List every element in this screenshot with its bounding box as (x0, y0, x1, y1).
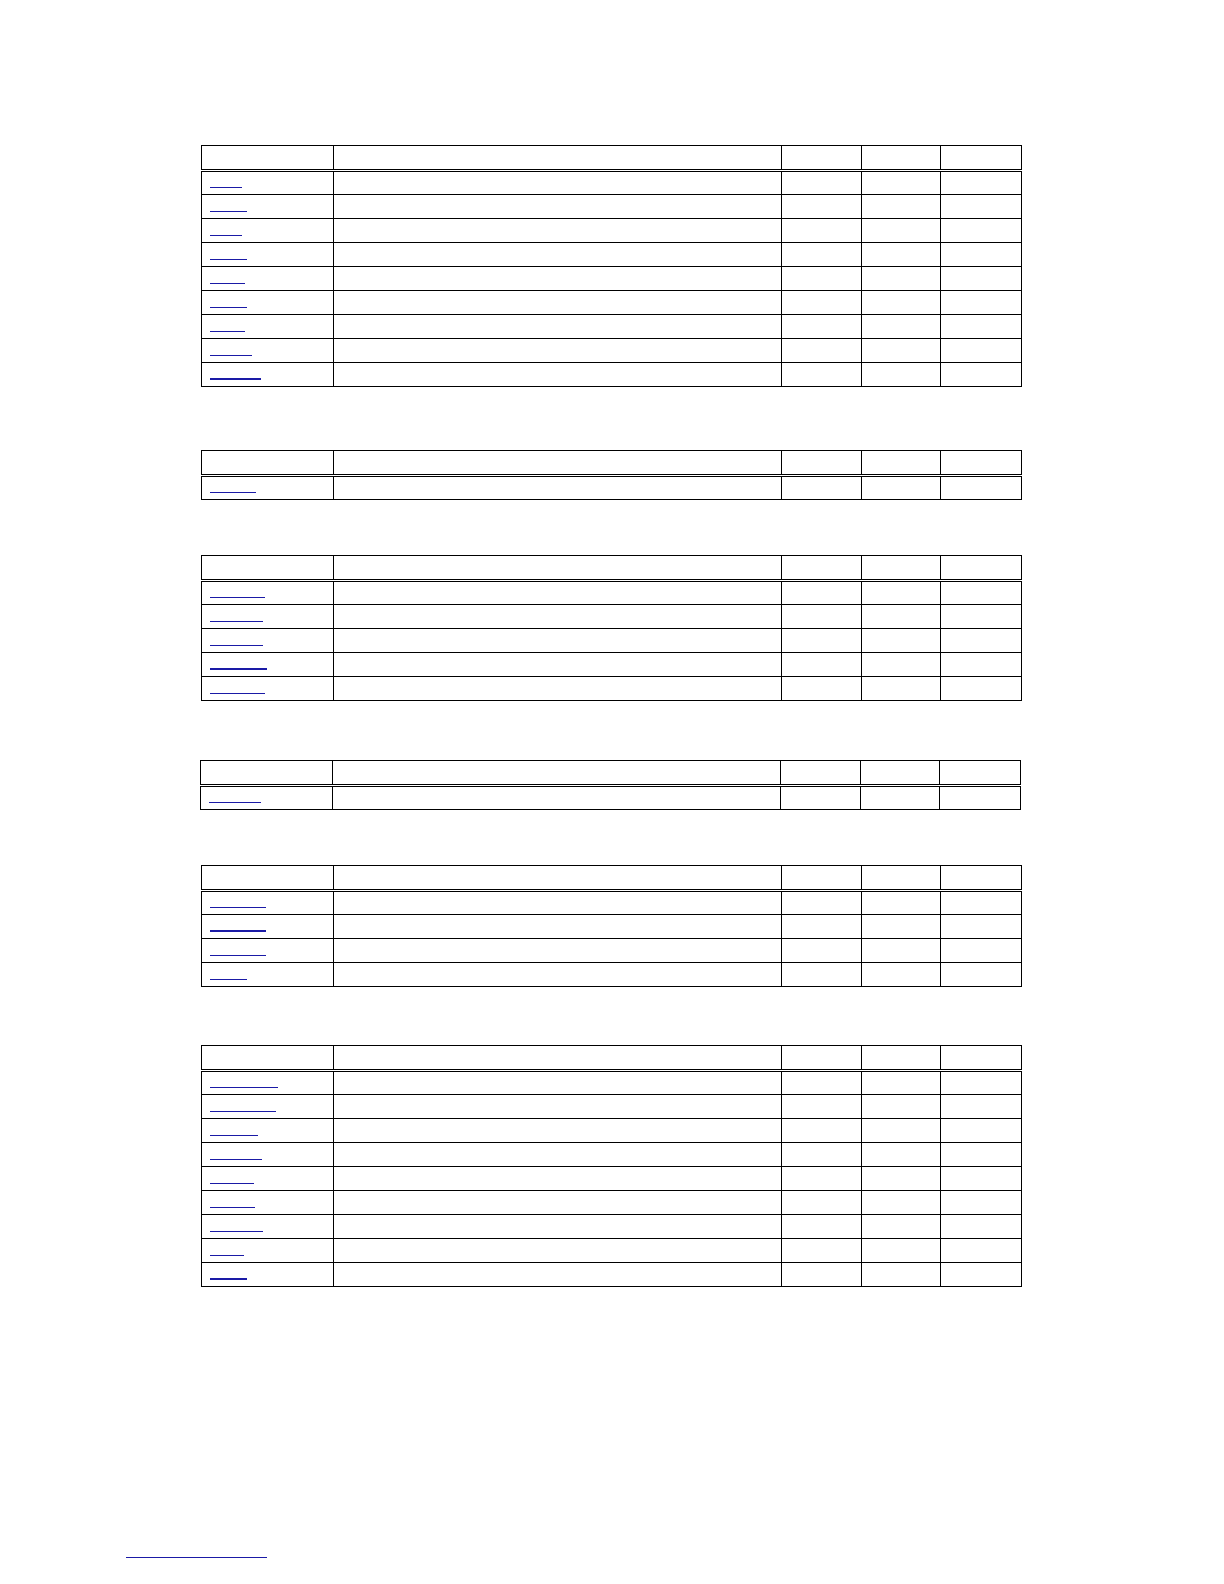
cell (941, 605, 1022, 629)
cell (334, 315, 782, 339)
code-cell (202, 1119, 334, 1143)
row-link[interactable] (210, 692, 265, 694)
cell (334, 339, 782, 363)
cell (862, 1167, 941, 1191)
cell (941, 915, 1022, 939)
code-cell (202, 1239, 334, 1263)
cell (782, 339, 862, 363)
cell (941, 1167, 1022, 1191)
table-row (202, 1191, 1022, 1215)
cell (334, 1143, 782, 1167)
cell (782, 267, 862, 291)
header-cell (862, 866, 941, 891)
table-row (202, 291, 1022, 315)
row-link[interactable] (210, 354, 252, 356)
row-link[interactable] (210, 978, 247, 980)
header-cell (941, 451, 1022, 476)
table-header-row (202, 451, 1022, 476)
code-cell (202, 291, 334, 315)
row-link[interactable] (210, 186, 242, 188)
header-cell (334, 1046, 782, 1071)
cell (862, 1119, 941, 1143)
cell (782, 219, 862, 243)
row-link[interactable] (210, 1086, 278, 1088)
header-cell (334, 556, 782, 581)
cell (782, 476, 862, 500)
cell (862, 267, 941, 291)
table-row (202, 363, 1022, 387)
row-link[interactable] (210, 1254, 244, 1256)
cell (334, 219, 782, 243)
cell (334, 891, 782, 915)
cell (334, 677, 782, 701)
cell (862, 963, 941, 987)
table-header-row (202, 1046, 1022, 1071)
cell (941, 171, 1022, 195)
cell (782, 1239, 862, 1263)
cell (862, 243, 941, 267)
header-cell (202, 556, 334, 581)
table-row (202, 1167, 1022, 1191)
code-cell (202, 195, 334, 219)
cell (334, 195, 782, 219)
row-link[interactable] (210, 377, 261, 380)
cell (782, 891, 862, 915)
cell (941, 1071, 1022, 1095)
header-cell (941, 1046, 1022, 1071)
cell (782, 291, 862, 315)
cell (334, 1215, 782, 1239)
cell (862, 339, 941, 363)
cell (941, 476, 1022, 500)
header-cell (202, 1046, 334, 1071)
header-cell (334, 146, 782, 171)
header-cell (941, 866, 1022, 891)
cell (862, 291, 941, 315)
cell (941, 653, 1022, 677)
cell (782, 915, 862, 939)
table-header-row (202, 866, 1022, 891)
code-cell (202, 1191, 334, 1215)
header-cell (861, 761, 940, 786)
cell (862, 915, 941, 939)
table-row (202, 339, 1022, 363)
table-row (202, 1143, 1022, 1167)
cell (862, 1095, 941, 1119)
cell (334, 653, 782, 677)
table-header-row (202, 146, 1022, 171)
table-row (202, 1215, 1022, 1239)
cell (941, 1095, 1022, 1119)
row-link[interactable] (210, 929, 266, 932)
cell (334, 476, 782, 500)
code-cell (202, 653, 334, 677)
cell (941, 1143, 1022, 1167)
cell (862, 653, 941, 677)
cell (862, 1215, 941, 1239)
header-cell (201, 761, 333, 786)
code-cell (202, 963, 334, 987)
row-link[interactable] (210, 906, 266, 908)
data-table-5 (201, 865, 1022, 987)
cell (782, 195, 862, 219)
row-link[interactable] (210, 306, 247, 308)
row-link[interactable] (210, 282, 245, 284)
cell (334, 1239, 782, 1263)
row-link[interactable] (210, 1110, 276, 1112)
cell (334, 363, 782, 387)
cell (334, 243, 782, 267)
table-row (202, 1239, 1022, 1263)
code-cell (202, 1263, 334, 1287)
row-link[interactable] (210, 954, 266, 956)
code-cell (202, 1071, 334, 1095)
cell (782, 315, 862, 339)
code-cell (202, 267, 334, 291)
table-row (202, 171, 1022, 195)
code-cell (202, 315, 334, 339)
header-cell (202, 451, 334, 476)
cell (334, 1071, 782, 1095)
table-row (202, 629, 1022, 653)
cell (782, 243, 862, 267)
row-link[interactable] (210, 644, 263, 646)
cell (334, 581, 782, 605)
table-row (202, 1095, 1022, 1119)
table-row (202, 219, 1022, 243)
data-table-6 (201, 1045, 1022, 1287)
cell (862, 1143, 941, 1167)
cell (334, 171, 782, 195)
cell (782, 605, 862, 629)
row-link[interactable] (210, 1206, 255, 1208)
cell (782, 1071, 862, 1095)
cell (334, 963, 782, 987)
row-link[interactable] (210, 667, 267, 670)
header-cell (781, 761, 861, 786)
cell (862, 581, 941, 605)
cell (782, 677, 862, 701)
code-cell (202, 939, 334, 963)
cell (941, 267, 1022, 291)
header-cell (862, 556, 941, 581)
table-row (201, 786, 1021, 810)
code-cell (202, 243, 334, 267)
table-row (202, 195, 1022, 219)
code-cell (202, 915, 334, 939)
table-row (202, 476, 1022, 500)
row-link[interactable] (210, 620, 263, 622)
header-cell (862, 146, 941, 171)
cell (940, 786, 1021, 810)
code-cell (201, 786, 333, 810)
cell (782, 1263, 862, 1287)
cell (941, 219, 1022, 243)
row-link[interactable] (210, 1134, 258, 1136)
cell (862, 1239, 941, 1263)
code-cell (202, 891, 334, 915)
cell (782, 1095, 862, 1119)
cell (334, 1263, 782, 1287)
header-cell (940, 761, 1021, 786)
table-row (202, 267, 1022, 291)
cell (334, 605, 782, 629)
data-table-4 (200, 760, 1021, 810)
table-header-row (202, 556, 1022, 581)
cell (941, 243, 1022, 267)
cell (862, 1191, 941, 1215)
data-table-2 (201, 450, 1022, 500)
code-cell (202, 629, 334, 653)
code-cell (202, 1215, 334, 1239)
row-link[interactable] (210, 491, 256, 493)
header-cell (782, 556, 862, 581)
code-cell (202, 677, 334, 701)
cell (941, 1239, 1022, 1263)
header-cell (862, 1046, 941, 1071)
code-cell (202, 1143, 334, 1167)
cell (941, 1119, 1022, 1143)
cell (334, 1119, 782, 1143)
cell (782, 1143, 862, 1167)
cell (782, 1167, 862, 1191)
cell (334, 939, 782, 963)
cell (941, 1191, 1022, 1215)
table-row (202, 891, 1022, 915)
header-cell (862, 451, 941, 476)
row-link[interactable] (210, 210, 247, 212)
row-link[interactable] (210, 596, 265, 598)
cell (941, 1263, 1022, 1287)
cell (941, 363, 1022, 387)
cell (782, 363, 862, 387)
cell (782, 1191, 862, 1215)
cell (941, 1215, 1022, 1239)
table-row (202, 243, 1022, 267)
header-cell (202, 866, 334, 891)
cell (941, 581, 1022, 605)
cell (862, 363, 941, 387)
table-row (202, 963, 1022, 987)
row-link[interactable] (210, 258, 247, 260)
cell (941, 629, 1022, 653)
table-row (202, 1119, 1022, 1143)
cell (941, 891, 1022, 915)
row-link[interactable] (210, 1230, 263, 1232)
code-cell (202, 171, 334, 195)
cell (941, 195, 1022, 219)
cell (862, 195, 941, 219)
cell (941, 291, 1022, 315)
cell (862, 171, 941, 195)
cell (782, 939, 862, 963)
cell (782, 1215, 862, 1239)
cell (782, 629, 862, 653)
row-link[interactable] (209, 801, 261, 803)
cell (941, 339, 1022, 363)
table-row (202, 315, 1022, 339)
header-cell (334, 866, 782, 891)
cell (862, 1071, 941, 1095)
header-cell (941, 556, 1022, 581)
cell (862, 939, 941, 963)
header-cell (782, 1046, 862, 1071)
code-cell (202, 476, 334, 500)
header-cell (333, 761, 781, 786)
data-table-1 (201, 145, 1022, 387)
code-cell (202, 363, 334, 387)
table-header-row (201, 761, 1021, 786)
cell (941, 315, 1022, 339)
header-cell (782, 451, 862, 476)
cell (862, 219, 941, 243)
row-link[interactable] (210, 1277, 247, 1280)
cell (941, 939, 1022, 963)
row-link[interactable] (210, 1158, 262, 1160)
cell (781, 786, 861, 810)
cell (334, 915, 782, 939)
cell (862, 1263, 941, 1287)
code-cell (202, 1095, 334, 1119)
cell (782, 171, 862, 195)
cell (334, 1191, 782, 1215)
table-row (202, 605, 1022, 629)
code-cell (202, 339, 334, 363)
code-cell (202, 581, 334, 605)
cell (782, 963, 862, 987)
cell (782, 581, 862, 605)
row-link[interactable] (210, 234, 242, 236)
row-link[interactable] (210, 330, 245, 332)
cell (862, 629, 941, 653)
header-cell (941, 146, 1022, 171)
table-row (202, 939, 1022, 963)
cell (782, 1119, 862, 1143)
header-cell (782, 866, 862, 891)
cell (862, 677, 941, 701)
code-cell (202, 1167, 334, 1191)
row-link[interactable] (210, 1182, 254, 1184)
table-row (202, 1263, 1022, 1287)
data-table-3 (201, 555, 1022, 701)
cell (333, 786, 781, 810)
code-cell (202, 605, 334, 629)
table-row (202, 915, 1022, 939)
footnote-link-rule[interactable] (126, 1557, 267, 1558)
table-row (202, 653, 1022, 677)
cell (862, 315, 941, 339)
cell (334, 629, 782, 653)
cell (941, 677, 1022, 701)
table-row (202, 677, 1022, 701)
table-row (202, 581, 1022, 605)
header-cell (782, 146, 862, 171)
cell (782, 653, 862, 677)
cell (334, 267, 782, 291)
code-cell (202, 219, 334, 243)
cell (862, 891, 941, 915)
cell (941, 963, 1022, 987)
cell (861, 786, 940, 810)
cell (334, 1167, 782, 1191)
header-cell (334, 451, 782, 476)
header-cell (202, 146, 334, 171)
table-row (202, 1071, 1022, 1095)
cell (862, 605, 941, 629)
cell (334, 1095, 782, 1119)
cell (862, 476, 941, 500)
cell (334, 291, 782, 315)
